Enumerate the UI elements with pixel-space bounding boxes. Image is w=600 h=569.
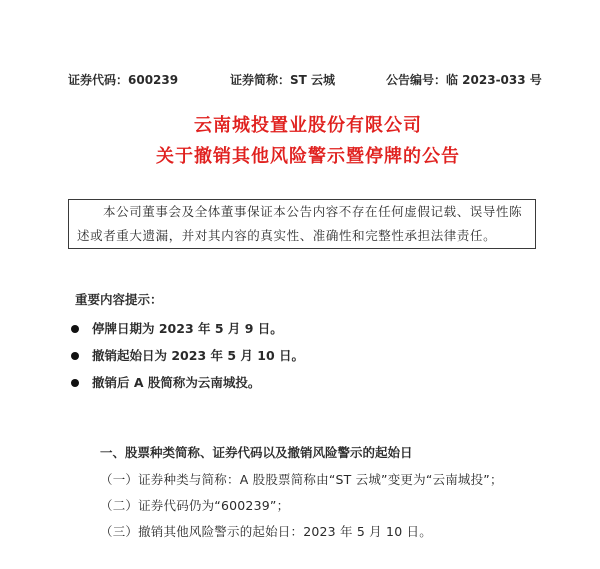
header-meta-row [68,71,543,89]
bullet-text: 撤销起始日为 2023 年 5 月 10 日。 [92,348,304,363]
disclaimer-line-2: 述或者重大遗漏，并对其内容的真实性、准确性和完整性承担法律责任。 [77,228,497,243]
announcement-number: 公告编号：临 2023-033 号 [386,73,542,87]
section-1-items [100,471,503,549]
announcement-subject-title: 关于撤销其他风险警示暨停牌的公告 [156,146,460,167]
bullet-text: 停牌日期为 2023 年 5 月 9 日。 [92,321,283,336]
disclaimer-line-1: 本公司董事会及全体董事保证本公告内容不存在任何虚假记载、误导性陈 [103,204,523,219]
bullet-text: 撤销后 A 股简称为云南城投。 [92,375,261,390]
bullet-icon [71,379,79,387]
section-1-heading: 一、股票种类简称、证券代码以及撤销风险警示的起始日 [100,445,413,460]
disclaimer-box [68,199,536,249]
section-item: （三）撤销其他风险警示的起始日：2023 年 5 月 10 日。 [100,524,432,539]
security-code: 证券代码：600239 [68,73,179,87]
bullet-icon [71,325,79,333]
section-item: （二）证券代码仍为“600239”； [100,498,290,513]
important-notice-heading: 重要内容提示： [75,292,163,307]
bullet-icon [71,352,79,360]
security-abbreviation: 证券简称：ST 云城 [230,73,336,87]
section-item: （一）证券种类与简称：A 股股票简称由“ST 云城”变更为“云南城投”； [100,472,503,487]
company-name-title: 云南城投置业股份有限公司 [194,115,422,136]
